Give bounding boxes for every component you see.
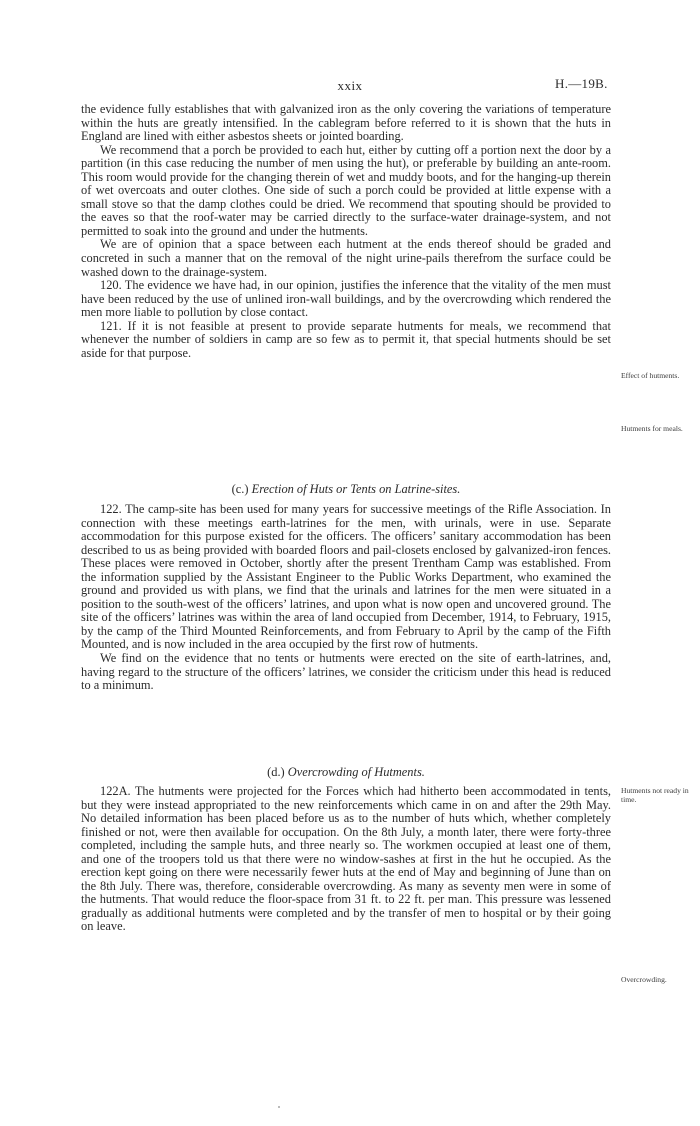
section-d-letter: (d.)	[267, 765, 285, 779]
body-column-top	[81, 103, 611, 360]
margin-note-overcrowding: Overcrowding.	[621, 975, 667, 984]
paragraph-120: 120. The evidence we have had, in our opinion, justifies the inference that the vitality of the men must have been reduced by the use of unlined iron-wall buildings, and by the overcrowding which rendered the men more liable to pollution by close contact.	[81, 278, 611, 320]
page-speck	[278, 1106, 280, 1108]
margin-note-effect: Effect of hutments.	[621, 371, 680, 380]
paragraph-space-between-hutments: We are of opinion that a space between each hutment at the ends thereof should be graded and concreted in such a manner that on the removal of the night urine-pails therefrom the surface could be washed down to the drainage-system.	[81, 237, 611, 279]
paragraph-122: 122. The camp-site has been used for many years for successive meetings of the Rifle Association. In connection with these meetings earth-latrines for the men, with urinals, were in use. Separate accommodation for this purpose existed for the officers. The officers’ sanitary accommodation has been described to us as being provided with boarded floors and pail-closets enclosed by galvanized-iron fences. These places were removed in October, shortly after the present Trentham Camp was established. From the information supplied by the Assistant Engineer to the Public Works Department, who examined the ground and provided us with plans, we find that the urinals and latrines for the men were situated in a position to the south-west of the officers’ latrines, and upon what is now open and uncovered ground. The site of the officers’ latrines was within the area of land occupied from December, 1914, to February, 1915, by the camp of the Third Mounted Reinforcements, and from February to April by the camp of the Fifth Mounted, and is now included in the area occupied by the first row of hutments.	[81, 502, 611, 652]
body-column-c	[81, 503, 611, 693]
document-reference: H.—19B.	[555, 76, 608, 91]
section-c-heading	[81, 483, 611, 497]
margin-note-not-ready: Hutments not ready in time.	[621, 786, 689, 804]
paragraph-122a: 122A. The hutments were projected for the Forces which had hitherto been accommodated in tents, but they were instead appropriated to the new reinforcements which came in on and after the 29th May. No detailed information has been placed before us as to the number of huts which, whether completely finished or not, were then available for occupation. On the 8th July, a month later, there were forty-three completed, including the sample huts, and three nearly so. The workmen occupied at least one of them, and one of the troopers told us that there were no window-sashes at first in the hut he occupied. As the erection kept going on there were necessarily fewer huts at the end of May and beginning of June than on the 8th July. There was, therefore, considerable overcrowding. As many as seventy men were in some of the hutments. That would reduce the floor-space from 31 ft. to 22 ft. per man. This pressure was lessened gradually as additional hutments were completed and by the transfer of men to hospital or by their going on leave.	[81, 784, 611, 934]
paragraph-121: 121. If it is not feasible at present to provide separate hutments for meals, we recommend that whenever the number of soldiers in camp are so few as to permit it, that special hutments should be set aside for that purpose.	[81, 318, 611, 360]
section-c-letter: (c.)	[231, 482, 249, 496]
paragraph-continued: the evidence fully establishes that with galvanized iron as the only covering the variations of temperature within the huts are greatly intensified. In the cablegram before referred to it is shown that the huts in England are lined with either asbestos sheets or jointed boarding.	[81, 102, 611, 144]
paragraph-find-on-evidence: We find on the evidence that no tents or hutments were erected on the site of earth-latrines, and, having regard to the structure of the officers’ latrines, we consider the criticism under this head is reduced to a minimum.	[81, 651, 611, 693]
paragraph-porch: We recommend that a porch be provided to each hut, either by cutting off a portion next the door by a partition (in this case reducing the number of men using the hut), or preferable by building an ante-room. This room would provide for the changing therein of wet and muddy boots, and for the hanging-up therein of wet overcoats and outer clothes. One side of such a porch could be provided at little expense with a small stove so that the damp clothes could be dried. We recommend that spouting should be provided to the eaves so that the roof-water may be carried directly to the surface-water drainage-system, and not permitted to soak into the ground and under the hutments.	[81, 142, 611, 238]
margin-note-meals: Hutments for meals.	[621, 424, 683, 433]
page-number: xxix	[337, 78, 363, 93]
section-d-title: Overcrowding of Hutments.	[287, 765, 425, 779]
body-column-d	[81, 785, 611, 934]
section-c-title: Erection of Huts or Tents on Latrine-sites.	[251, 482, 461, 496]
section-d-heading	[81, 766, 611, 780]
